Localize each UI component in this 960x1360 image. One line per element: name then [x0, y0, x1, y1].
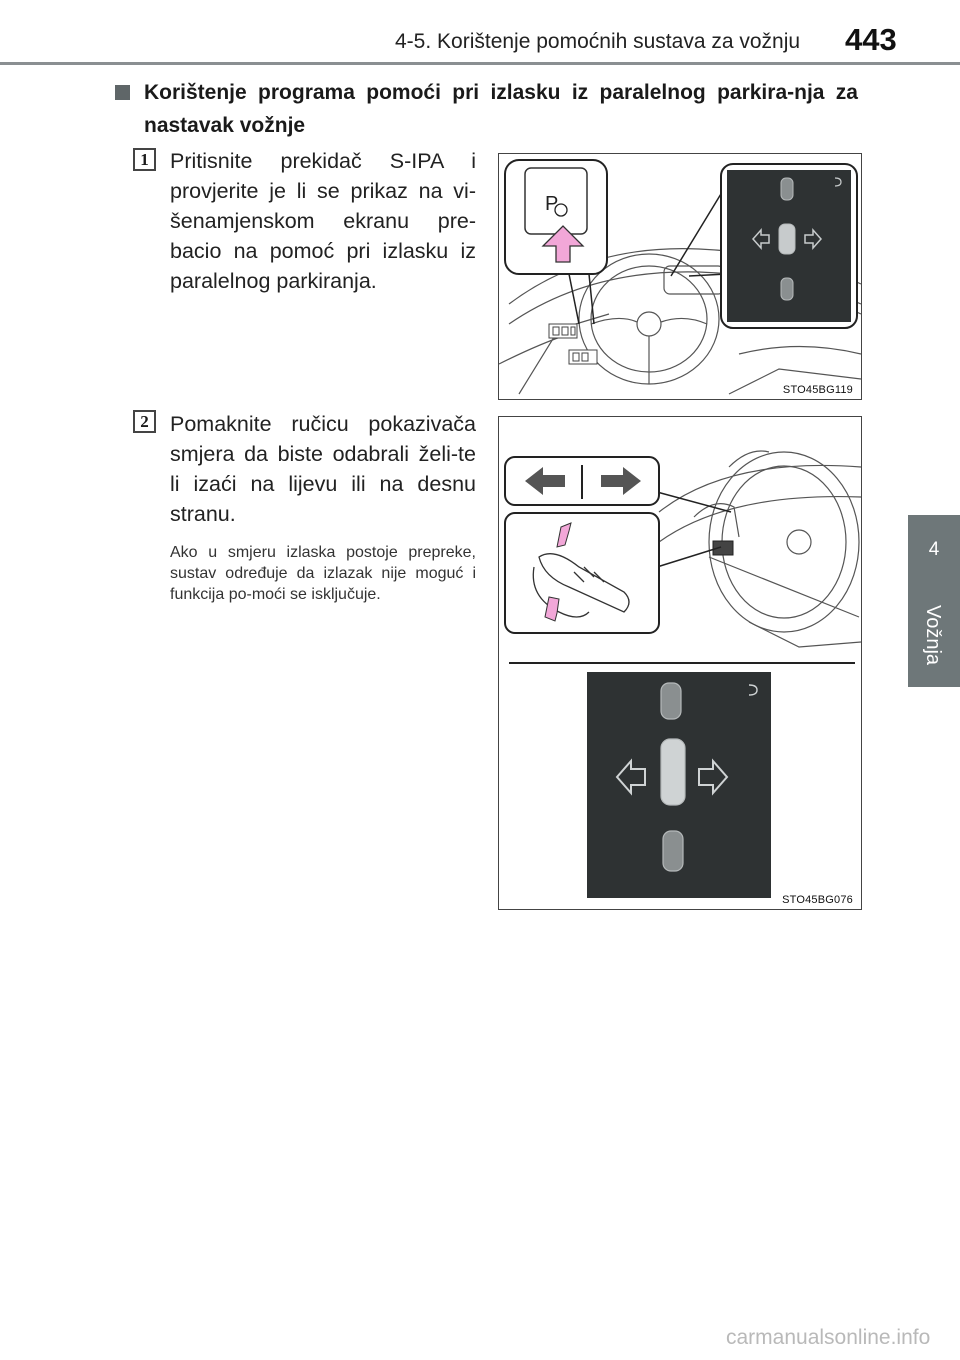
lever-illustration	[499, 417, 862, 910]
chapter-number: 4	[928, 539, 940, 560]
dashboard-illustration	[499, 154, 862, 400]
svg-text:P: P	[545, 193, 559, 215]
page-number: 443	[845, 22, 897, 57]
footer-watermark[interactable]: carmanualsonline.info	[726, 1326, 931, 1349]
step-1-badge: 1	[133, 148, 156, 171]
figure-2-code: STO45BG076	[782, 894, 853, 906]
step-2-text: Pomaknite ručicu pokazivača smjera da biste odabrali želi-te li izaći na lijevu ili na desnu stranu.	[170, 412, 476, 526]
step-2-note: Ako u smjeru izlaska postoje prepreke, sustav određuje da izlazak nije moguć i funkcija po-moći se isključuje.	[170, 544, 476, 603]
figure-turn-signal-lever	[498, 416, 862, 910]
step-2-badge: 2	[133, 410, 156, 433]
step-1-text: Pritisnite prekidač S-IPA i provjerite je li se prikaz na vi-šenamjenskom ekranu pre-bacio na pomoć pri izlasku iz paralelnog parkiranja.	[170, 149, 476, 293]
header-divider	[0, 62, 960, 65]
running-header-title: 4-5. Korištenje pomoćnih sustava za vožnju	[395, 30, 801, 53]
section-bullet-icon	[115, 85, 130, 100]
figure-s-ipa-switch	[498, 153, 862, 400]
figure-1-code: STO45BG119	[782, 384, 853, 396]
chapter-label: Vožnja	[922, 605, 944, 666]
section-heading: Korištenje programa pomoći pri izlasku iz paralelnog parkira-nja za nastavak vožnje	[144, 81, 858, 137]
chapter-side-tab[interactable]	[908, 515, 960, 687]
